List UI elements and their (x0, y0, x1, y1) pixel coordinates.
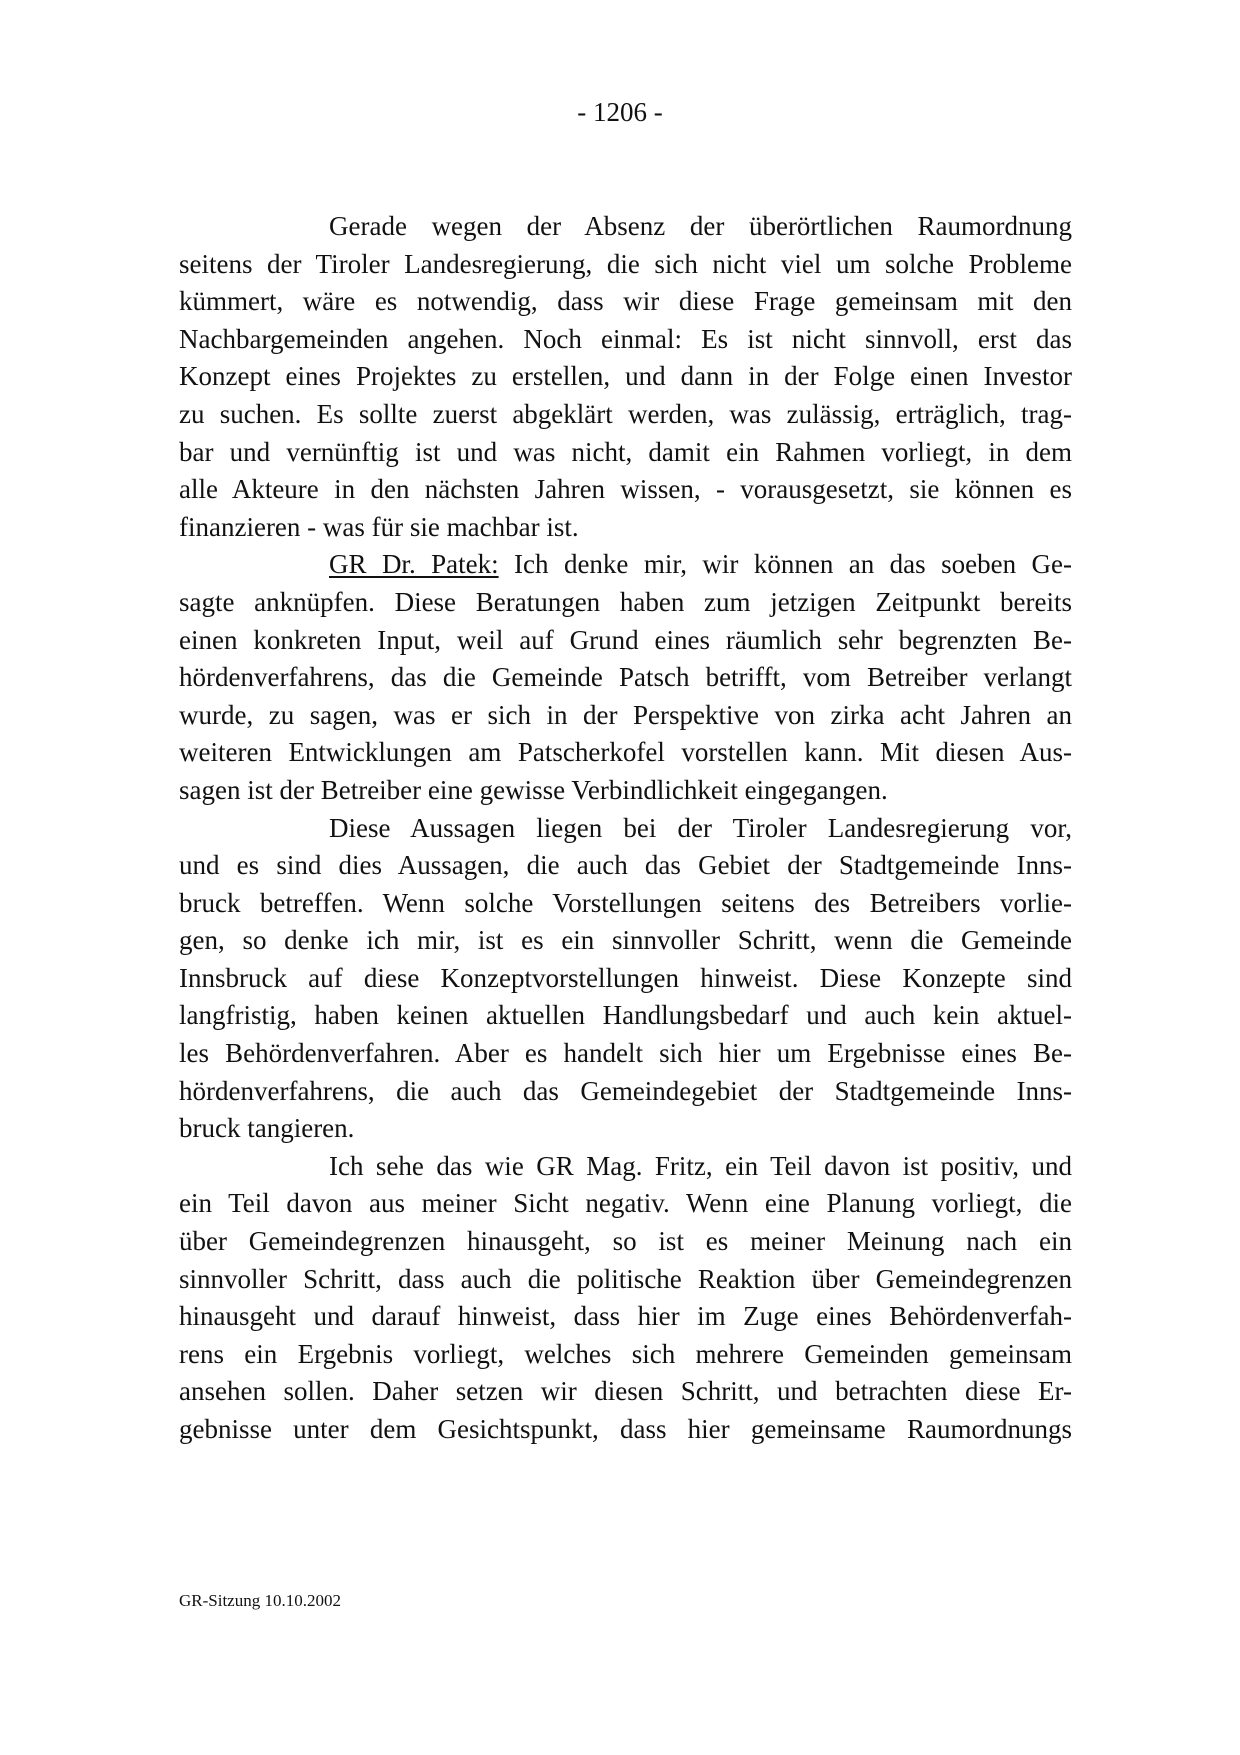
text-line: sagte anknüpfen. Diese Beratungen haben zum jetzigen Zeitpunkt bereits (179, 586, 1072, 617)
text-line: bar und vernünftig ist und was nicht, damit ein Rahmen vorliegt, in dem (179, 436, 1072, 467)
transcript-body (179, 208, 1072, 1449)
page-number: - 1206 - (577, 97, 663, 127)
text-line: Konzept eines Projektes zu erstellen, und dann in der Folge einen Investor (179, 361, 1072, 392)
text-line: ansehen sollen. Daher setzen wir diesen Schritt, und betrachten diese Er- (179, 1376, 1072, 1407)
text-line: langfristig, haben keinen aktuellen Handlungsbedarf und auch kein aktuel- (179, 1000, 1072, 1031)
text-line: kümmert, wäre es notwendig, dass wir diese Frage gemeinsam mit den (179, 286, 1072, 317)
text-line: sinnvoller Schritt, dass auch die politische Reaktion über Gemeindegrenzen (179, 1263, 1072, 1294)
speaker-text: Ich denke mir, wir können an das soeben Ge- (498, 549, 1072, 580)
text-line: bruck betreffen. Wenn solche Vorstellungen seitens des Betreibers vorlie- (179, 887, 1072, 918)
text-line: Gerade wegen der Absenz der überörtlichen Raumordnung (329, 211, 1072, 241)
text-line: Diese Aussagen liegen bei der Tiroler Landesregierung vor, (329, 812, 1072, 843)
text-line: sagen ist der Betreiber eine gewisse Verbindlichkeit eingegangen. (179, 774, 888, 805)
text-line: Innsbruck auf diese Konzeptvorstellungen hinweist. Diese Konzepte sind (179, 962, 1072, 993)
text-line: hördenverfahrens, die auch das Gemeindegebiet der Stadtgemeinde Inns- (179, 1075, 1072, 1106)
text-line: ein Teil davon aus meiner Sicht negativ. Wenn eine Planung vorliegt, die (179, 1188, 1072, 1219)
text-line: Ich sehe das wie GR Mag. Fritz, ein Teil davon ist positiv, und (329, 1150, 1072, 1181)
text-line: les Behördenverfahren. Aber es handelt sich hier um Ergebnisse eines Be- (179, 1038, 1072, 1069)
speaker-line (179, 546, 1072, 584)
text-line: einen konkreten Input, weil auf Grund eines räumlich sehr begrenzten Be- (179, 624, 1072, 655)
text-line: Nachbargemeinden angehen. Noch einmal: Es ist nicht sinnvoll, erst das (179, 323, 1072, 354)
text-line: finanzieren - was für sie machbar ist. (179, 511, 579, 542)
text-line: wurde, zu sagen, was er sich in der Perspektive von zirka acht Jahren an (179, 699, 1072, 730)
text-line: zu suchen. Es sollte zuerst abgeklärt werden, was zulässig, erträglich, trag- (179, 398, 1072, 429)
text-line: rens ein Ergebnis vorliegt, welches sich mehrere Gemeinden gemeinsam (179, 1338, 1072, 1369)
footer-session-date: GR-Sitzung 10.10.2002 (179, 1591, 341, 1610)
text-line: gen, so denke ich mir, ist es ein sinnvoller Schritt, wenn die Gemeinde (179, 925, 1072, 956)
text-line: und es sind dies Aussagen, die auch das Gebiet der Stadtgemeinde Inns- (179, 850, 1072, 881)
text-line: bruck tangieren. (179, 1113, 355, 1144)
text-line: alle Akteure in den nächsten Jahren wissen, - vorausgesetzt, sie können es (179, 474, 1072, 505)
text-line: gebnisse unter dem Gesichtspunkt, dass hier gemeinsame Raumordnungs (179, 1414, 1072, 1444)
text-line: über Gemeindegrenzen hinausgeht, so ist es meiner Meinung nach ein (179, 1226, 1072, 1257)
text-line: hördenverfahrens, das die Gemeinde Patsch betrifft, vom Betreiber verlangt (179, 662, 1072, 693)
speaker-name: GR Dr. Patek: (329, 549, 499, 580)
text-line: seitens der Tiroler Landesregierung, die sich nicht viel um solche Probleme (179, 248, 1072, 279)
text-line: weiteren Entwicklungen am Patscherkofel vorstellen kann. Mit diesen Aus- (179, 737, 1072, 768)
text-line: hinausgeht und darauf hinweist, dass hier im Zuge eines Behördenverfah- (179, 1301, 1072, 1332)
